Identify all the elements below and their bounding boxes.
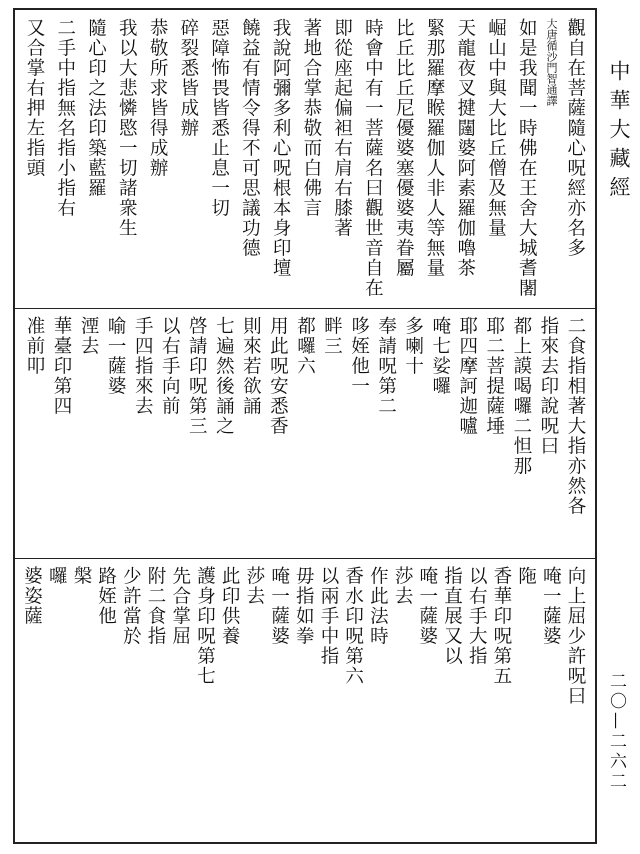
text-column: 我說阿彌多利心呪根本身印壇 [270, 18, 292, 278]
text-column: 又合掌右押左指頭 [24, 18, 45, 178]
text-column: 二手中指無名指小指右 [54, 18, 76, 218]
text-column: 惡障怖畏皆悉止息一切 [208, 18, 230, 218]
text-column: 陁 [515, 566, 537, 586]
text-column: 比丘比丘尼優婆塞優婆夷眷屬 [393, 18, 415, 278]
text-column: 饒益有情令得不可思議功德 [239, 18, 261, 258]
text-band-bottom [21, 566, 589, 838]
text-column: 莎去 [392, 566, 414, 606]
text-column: 二食指相著大指亦然各 [564, 316, 586, 516]
text-column: 指來去印說呪曰 [537, 316, 559, 456]
text-column: 婆姿薩 [21, 566, 43, 626]
text-column: 准前叩 [24, 316, 45, 376]
text-column: 作此法時 [367, 566, 389, 646]
margin-info [600, 0, 636, 854]
text-column: 大唐循沙門智通譯 [545, 18, 559, 106]
text-column: 我以大悲憐愍一切諸衆生 [116, 18, 138, 238]
text-column: 唵一薩婆 [540, 566, 562, 646]
section-divider-lower [15, 558, 595, 559]
text-column: 毋指如拳 [293, 566, 315, 646]
text-column: 天龍夜叉揵闥婆阿素羅伽嚕茶 [454, 18, 476, 278]
text-column: 多喇十 [402, 316, 424, 376]
text-column: 隨心印之法印築藍羅 [85, 18, 107, 198]
text-column: 手四指來去 [132, 316, 154, 416]
text-column: 耶四摩訶迦嚧 [456, 316, 478, 436]
text-column: 護身印呪第七 [194, 566, 216, 686]
text-column: 則來若欲誦 [240, 316, 262, 416]
text-column: 囉 [46, 566, 68, 586]
text-column: 緊那羅摩睺羅伽人非人等無量 [423, 18, 445, 278]
text-column: 唵七娑囉 [429, 316, 451, 396]
text-column: 耶二菩提薩埵 [483, 316, 505, 436]
text-column: 先合掌屈 [169, 566, 191, 646]
text-column: 喻一薩婆 [105, 316, 127, 396]
text-column: 以右手大指 [466, 566, 488, 666]
text-band-top [21, 18, 589, 302]
collection-title: 中華大藏經 [607, 60, 631, 205]
text-column: 七遍然後誦之 [213, 316, 235, 436]
text-column: 香華印呪第五 [490, 566, 512, 686]
text-column: 崛山中與大比丘僧及無量 [485, 18, 507, 238]
section-divider-upper [15, 308, 595, 309]
text-column: 恭敬所求皆得成辦 [147, 18, 169, 178]
text-column: 著地合掌恭敬而白佛言 [300, 18, 322, 218]
text-column: 少許當於 [120, 566, 142, 646]
text-column: 都上謨喝囉二怛那 [510, 316, 532, 476]
text-band-middle [21, 316, 589, 552]
page-frame [13, 8, 597, 844]
text-column: 如是我聞一時佛在王舍大城耆闍 [516, 18, 538, 298]
text-column: 唵一薩婆 [416, 566, 438, 646]
text-column: 用此呪安悉香 [267, 316, 289, 436]
text-column: 此印供養 [219, 566, 241, 646]
text-column: 路姪他 [95, 566, 117, 626]
text-column: 莎去 [243, 566, 265, 606]
text-column: 槃 [70, 566, 92, 586]
text-column: 奉請呪第二 [375, 316, 397, 416]
text-column: 都囉六 [294, 316, 316, 376]
text-column: 啓請印呪第三 [186, 316, 208, 436]
text-column: 香水印呪第六 [342, 566, 364, 686]
text-column: 時會中有一菩薩名曰觀世音自在 [362, 18, 384, 298]
text-column: 華臺印第四 [51, 316, 73, 416]
text-column: 湮去 [78, 316, 100, 356]
text-column: 向上屈少許呪曰 [565, 566, 586, 706]
text-column: 哆姪他一 [348, 316, 370, 396]
text-column: 碎裂悉皆成辦 [177, 18, 199, 138]
text-column: 以右手向前 [159, 316, 181, 416]
text-column: 以兩手中指 [317, 566, 339, 666]
text-column: 指直展又以 [441, 566, 463, 666]
text-column: 附二食指 [145, 566, 167, 646]
text-column: 觀自在菩薩隨心呪經亦名多 [564, 18, 586, 258]
text-column: 畔三 [321, 316, 343, 356]
text-column: 即從座起偏袒右肩右膝著 [331, 18, 353, 238]
text-column: 唵一薩婆 [268, 566, 290, 646]
page-number: 二〇—二六二 [606, 672, 626, 792]
